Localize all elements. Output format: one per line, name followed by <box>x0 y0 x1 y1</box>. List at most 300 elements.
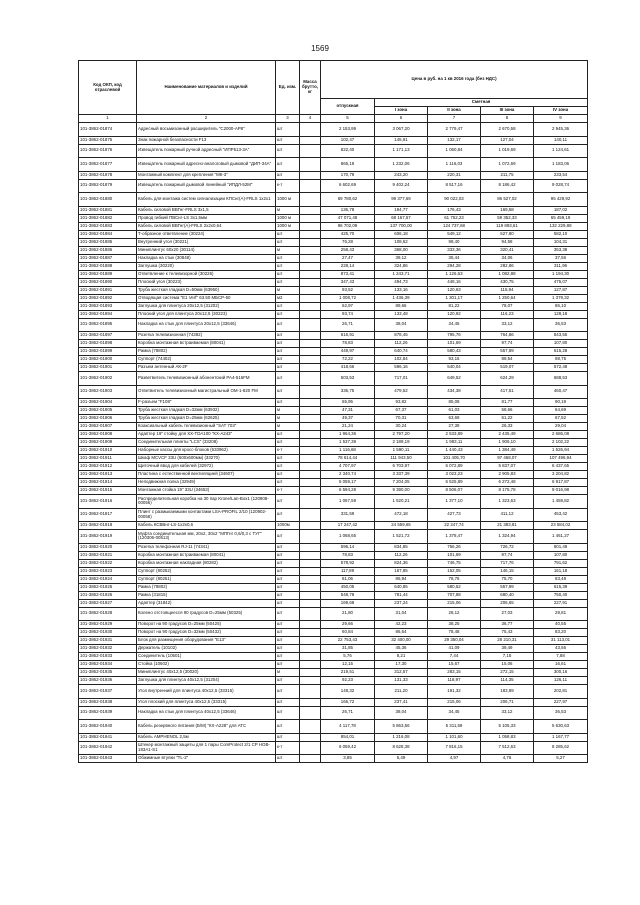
cell-release-price: 92,23 <box>321 677 375 685</box>
cell-zone-2-price: 580,43 <box>428 348 481 356</box>
cell-code: 101-3862-01877 <box>79 158 137 172</box>
cell-unit: шт <box>276 698 300 706</box>
header-zone-3: III зона <box>481 107 534 115</box>
cell-release-price: 72,22 <box>321 356 375 364</box>
cell-release-price: 12,15 <box>321 661 375 669</box>
cell-zone-3-price: 7,15 <box>481 653 534 661</box>
cell-release-price: 1 964,36 <box>321 431 375 439</box>
cell-code: 101-3862-01898 <box>79 340 137 348</box>
cell-release-price: 78,83 <box>321 551 375 559</box>
cell-zone-1-price: 17,30 <box>375 661 428 669</box>
cell-release-price: 336,75 <box>321 385 375 399</box>
cell-mass <box>300 230 321 238</box>
cell-zone-2-price: 98,40 <box>428 238 481 246</box>
cell-mass <box>300 144 321 158</box>
cell-name: Накладка на стык для плинтуса 20х12,5 (33646) <box>137 318 276 332</box>
cell-zone-1-price: 31,04 <box>375 607 428 621</box>
cell-unit: 1000 м <box>276 222 300 230</box>
cell-mass <box>300 599 321 607</box>
cell-zone-4-price: 353,38 <box>534 246 588 254</box>
table-row <box>79 551 588 559</box>
cell-mass <box>300 278 321 286</box>
cell-unit: к-т <box>276 179 300 193</box>
cell-zone-3-price: 4,76 <box>481 755 534 763</box>
cell-zone-3-price: 75,70 <box>481 575 534 583</box>
cell-unit: шт <box>276 123 300 137</box>
cell-zone-1-price: 5 863,56 <box>375 720 428 734</box>
cell-code: 101-3862-01935 <box>79 669 137 677</box>
cell-name: Наборные кассы для кросс-блоков (633962) <box>137 447 276 455</box>
cell-zone-2-price: 434,38 <box>428 385 481 399</box>
cell-zone-1-price: 1 436,39 <box>375 294 428 302</box>
cell-name: Суппорт (80251) <box>137 575 276 583</box>
cell-name: Поворот на 90 градусов D=25мм (50425) <box>137 621 276 629</box>
cell-release-price: 65,95 <box>321 399 375 407</box>
cell-zone-2-price: 191,32 <box>428 685 481 699</box>
table-row <box>79 158 588 172</box>
cell-zone-3-price: 75,43 <box>481 629 534 637</box>
cell-zone-2-price: 101,69 <box>428 551 481 559</box>
cell-name: Кабель для монтажа систем сигнализации КПСнг(А)-FRLS 1х2х1 <box>137 193 276 207</box>
cell-release-price: 47,31 <box>321 407 375 415</box>
cell-mass <box>300 575 321 583</box>
cell-zone-4-price: 475,07 <box>534 278 588 286</box>
cell-mass <box>300 487 321 495</box>
cell-zone-3-price: 717,76 <box>481 559 534 567</box>
cell-zone-4-price: 582,10 <box>534 230 588 238</box>
cell-zone-1-price: 7 204,05 <box>375 479 428 487</box>
cell-zone-3-price: 15,06 <box>481 661 534 669</box>
cell-code: 101-3862-01916 <box>79 495 137 509</box>
table-row <box>79 238 588 246</box>
cell-name: Заглушка (30220) <box>137 262 276 270</box>
cell-zone-2-price: 7 816,15 <box>428 741 481 755</box>
cell-zone-4-price: 31 113,01 <box>534 637 588 645</box>
cell-zone-2-price: 93,16 <box>428 356 481 364</box>
cell-release-price: 1 067,59 <box>321 495 375 509</box>
header-zone-1: I зона <box>375 107 428 115</box>
cell-name: Разветвитель телевизионный абонентский РА4-516FM <box>137 372 276 386</box>
cell-zone-1-price: 6 703,97 <box>375 463 428 471</box>
cell-zone-4-price: 107,80 <box>534 340 588 348</box>
cell-zone-4-price: 64,69 <box>534 407 588 415</box>
cell-zone-2-price: 101 405,70 <box>428 455 481 463</box>
cell-code: 101-3862-01875 <box>79 136 137 144</box>
cell-mass <box>300 439 321 447</box>
cell-zone-4-price: 67,52 <box>534 415 588 423</box>
cell-name: Извещатель пожарный адресно-аналоговый дымовой "ДИП-34А" <box>137 158 276 172</box>
cell-mass <box>300 621 321 629</box>
cell-mass <box>300 364 321 372</box>
cell-unit: 1000 м <box>276 214 300 222</box>
cell-release-price: 4 707,97 <box>321 463 375 471</box>
cell-zone-4-price: 65 459,19 <box>534 214 588 222</box>
cell-zone-3-price: 1 323,63 <box>481 495 534 509</box>
cell-unit: шт <box>276 364 300 372</box>
cell-unit: шт <box>276 661 300 669</box>
cell-mass <box>300 637 321 645</box>
cell-name: Суппорт (80252) <box>137 567 276 575</box>
cell-zone-2-price: 27,39 <box>428 423 481 431</box>
cell-zone-3-price: 169,58 <box>481 206 534 214</box>
cell-name: Т-образное ответвление (30224) <box>137 230 276 238</box>
cell-zone-1-price: 39,12 <box>375 254 428 262</box>
table-row <box>79 254 588 262</box>
cell-mass <box>300 495 321 509</box>
cell-mass <box>300 698 321 706</box>
cell-release-price: 450,05 <box>321 583 375 591</box>
cell-release-price: 102,47 <box>321 136 375 144</box>
cell-mass <box>300 262 321 270</box>
cell-mass <box>300 123 321 137</box>
cell-zone-3-price: 272,15 <box>481 669 534 677</box>
cell-zone-2-price: 549,12 <box>428 230 481 238</box>
table-row <box>79 332 588 340</box>
cell-zone-2-price: 1 378,47 <box>428 530 481 544</box>
cell-mass <box>300 407 321 415</box>
cell-zone-3-price: 21 383,81 <box>481 522 534 530</box>
cell-zone-1-price: 2 797,20 <box>375 431 428 439</box>
cell-name: Розетка телефонная RJ-11 (74341) <box>137 543 276 551</box>
cell-name: Муфта соединительная мм, 20х2, 30х2 "МПГнг 0,6/0,3 с ТУГ" (120306-00513) <box>137 530 276 544</box>
cell-name: Угол плоский для плинтуса 40х12,5 (33315) <box>137 698 276 706</box>
table-row <box>79 372 588 386</box>
table-row <box>79 214 588 222</box>
cell-unit: шт <box>276 431 300 439</box>
table-row <box>79 567 588 575</box>
cell-release-price: 21,24 <box>321 423 375 431</box>
cell-zone-3-price: 59 352,33 <box>481 214 534 222</box>
cell-zone-1-price: 324,86 <box>375 262 428 270</box>
cell-zone-2-price: 2 533,89 <box>428 431 481 439</box>
cell-code: 101-3862-01905 <box>79 407 137 415</box>
cell-zone-4-price: 453,42 <box>534 508 588 522</box>
cell-zone-3-price: 97,74 <box>481 340 534 348</box>
cell-name: Кабель КСВВнг-LS-1х2х0,6 <box>137 522 276 530</box>
cell-zone-3-price: 114,35 <box>481 677 534 685</box>
cell-zone-1-price: 112,26 <box>375 340 428 348</box>
table-row <box>79 302 588 310</box>
cell-release-price: 6 594,28 <box>321 487 375 495</box>
cell-name: Блок для размещения оборудования "Е13" <box>137 637 276 645</box>
cell-code: 101-3862-01937 <box>79 685 137 699</box>
column-index: 5 <box>321 115 375 123</box>
cell-name: Кабель AMPHENOL 2,5м <box>137 733 276 741</box>
cell-zone-3-price: 146,15 <box>481 567 534 575</box>
cell-zone-4-price: 615,39 <box>534 583 588 591</box>
cell-zone-1-price: 1 521,72 <box>375 530 428 544</box>
table-row <box>79 741 588 755</box>
cell-unit: шт <box>276 136 300 144</box>
cell-zone-4-price: 5 630,63 <box>534 720 588 734</box>
column-index: 8 <box>481 115 534 123</box>
cell-name: Соединительная плинты "LCS" (33208) <box>137 439 276 447</box>
cell-unit: шт <box>276 645 300 653</box>
cell-release-price: 1 116,68 <box>321 447 375 455</box>
cell-zone-2-price: 448,16 <box>428 278 481 286</box>
cell-zone-4-price: 107 496,94 <box>534 455 588 463</box>
cell-name: Извещатель пожарный дымовой линейный "ИПДЛ-52М" <box>137 179 276 193</box>
cell-code: 101-3862-01934 <box>79 661 137 669</box>
cell-name: Розетка телевизионная (74382) <box>137 332 276 340</box>
cell-zone-3-price: 206,65 <box>481 599 534 607</box>
cell-code: 101-3862-01881 <box>79 206 137 214</box>
cell-zone-2-price: 118,97 <box>428 677 481 685</box>
cell-release-price: 822,40 <box>321 144 375 158</box>
cell-zone-2-price: 540,04 <box>428 364 481 372</box>
cell-mass <box>300 720 321 734</box>
table-row <box>79 348 588 356</box>
table-row <box>79 310 588 318</box>
cell-name: Штекер монтажный защиты для 1 пары ComProtect 2/1 CP HOB-183A1-S1 <box>137 741 276 755</box>
table-row <box>79 407 588 415</box>
cell-release-price: 69 780,62 <box>321 193 375 207</box>
cell-zone-1-price: 68 167,57 <box>375 214 428 222</box>
cell-zone-3-price: 61,22 <box>481 415 534 423</box>
cell-release-price: 21,80 <box>321 607 375 621</box>
cell-zone-1-price: 108,62 <box>375 238 428 246</box>
cell-zone-4-price: 460,47 <box>534 385 588 399</box>
cell-zone-1-price: 1 590,11 <box>375 447 428 455</box>
cell-unit: шт <box>276 340 300 348</box>
cell-zone-4-price: 227,91 <box>534 599 588 607</box>
cell-mass <box>300 302 321 310</box>
cell-unit: шт <box>276 455 300 463</box>
cell-zone-1-price: 145,91 <box>375 136 428 144</box>
table-row <box>79 463 588 471</box>
header-release: отпускная <box>321 99 375 115</box>
cell-code: 101-3862-01892 <box>79 294 137 302</box>
cell-mass <box>300 583 321 591</box>
cell-zone-3-price: 127,04 <box>481 136 534 144</box>
cell-release-price: 62,97 <box>321 302 375 310</box>
cell-zone-2-price: 41,09 <box>428 645 481 653</box>
table-row <box>79 340 588 348</box>
cell-zone-3-price: 430,75 <box>481 278 534 286</box>
cell-zone-1-price: 834,85 <box>375 543 428 551</box>
cell-zone-3-price: 94,58 <box>481 238 534 246</box>
cell-release-price: 6 059,42 <box>321 741 375 755</box>
cell-unit: шт <box>276 621 300 629</box>
cell-zone-1-price: 102,84 <box>375 356 428 364</box>
cell-code: 101-3862-01917 <box>79 508 137 522</box>
cell-mass <box>300 677 321 685</box>
table-row <box>79 262 588 270</box>
page-number: 1569 <box>311 44 329 53</box>
cell-zone-2-price: 294,28 <box>428 262 481 270</box>
cell-unit: шт <box>276 144 300 158</box>
cell-code: 101-3862-01904 <box>79 399 137 407</box>
cell-zone-2-price: 1 116,03 <box>428 158 481 172</box>
cell-zone-2-price: 333,36 <box>428 246 481 254</box>
cell-mass <box>300 214 321 222</box>
cell-zone-3-price: 680,40 <box>481 591 534 599</box>
cell-name: Монтажный комплект для крепления "МК-3" <box>137 171 276 179</box>
cell-mass <box>300 423 321 431</box>
cell-code: 101-3862-01942 <box>79 741 137 755</box>
cell-zone-2-price: 132,17 <box>428 136 481 144</box>
table-row <box>79 607 588 621</box>
cell-zone-3-price: 26,33 <box>481 423 534 431</box>
cell-zone-3-price: 7 512,63 <box>481 741 534 755</box>
cell-zone-2-price: 34,45 <box>428 318 481 332</box>
table-row <box>79 423 588 431</box>
cell-unit: м <box>276 286 300 294</box>
cell-zone-3-price: 58,66 <box>481 407 534 415</box>
cell-code: 101-3862-01924 <box>79 575 137 583</box>
cell-code: 101-3862-01910 <box>79 447 137 455</box>
cell-code: 101-3862-01888 <box>79 262 137 270</box>
cell-zone-3-price: 2 435,49 <box>481 431 534 439</box>
cell-unit: шт <box>276 567 300 575</box>
cell-zone-1-price: 112,26 <box>375 551 428 559</box>
cell-zone-2-price: 756,26 <box>428 543 481 551</box>
cell-zone-2-price: 6 072,89 <box>428 463 481 471</box>
table-row <box>79 637 588 645</box>
cell-unit: к-т <box>276 447 300 455</box>
cell-unit: шт <box>276 591 300 599</box>
header-code: Код ОКП, код отраслевой <box>79 61 137 115</box>
cell-unit: м <box>276 407 300 415</box>
cell-code: 101-3862-01921 <box>79 551 137 559</box>
cell-zone-2-price: 35,44 <box>428 254 481 262</box>
cell-code: 101-3862-01893 <box>79 302 137 310</box>
cell-release-price: 865,19 <box>321 158 375 172</box>
cell-name: Разъем антенный АК-2F <box>137 364 276 372</box>
cell-code: 101-3862-01936 <box>79 677 137 685</box>
cell-mass <box>300 332 321 340</box>
cell-unit: шт <box>276 575 300 583</box>
cell-unit: 1000м <box>276 522 300 530</box>
cell-mass <box>300 348 321 356</box>
table-row <box>79 591 588 599</box>
cell-unit: шт <box>276 677 300 685</box>
cell-zone-4-price: 7,88 <box>534 653 588 661</box>
cell-mass <box>300 415 321 423</box>
cell-zone-3-price: 116,23 <box>481 310 534 318</box>
cell-zone-3-price: 86 527,02 <box>481 193 534 207</box>
cell-zone-1-price: 243,20 <box>375 171 428 179</box>
cell-code: 101-3862-01941 <box>79 733 137 741</box>
cell-name: F-разъем "F108" <box>137 399 276 407</box>
cell-zone-4-price: 1 124,61 <box>534 144 588 158</box>
cell-release-price: 61,06 <box>321 575 375 583</box>
cell-code: 101-3862-01885 <box>79 238 137 246</box>
cell-unit: м2 <box>276 294 300 302</box>
cell-zone-2-price: 2 779,47 <box>428 123 481 137</box>
cell-zone-1-price: 5,49 <box>375 755 428 763</box>
cell-zone-4-price: 83,20 <box>534 629 588 637</box>
cell-zone-1-price: 1 232,06 <box>375 158 428 172</box>
cell-unit: шт <box>276 372 300 386</box>
cell-release-price: 78 614,44 <box>321 455 375 463</box>
cell-name: Провод гибкий ПВСнг-LS 3х1,5мм <box>137 214 276 222</box>
cell-mass <box>300 340 321 348</box>
cell-release-price: 169,68 <box>321 599 375 607</box>
cell-code: 101-3862-01886 <box>79 246 137 254</box>
cell-zone-3-price: 81,77 <box>481 399 534 407</box>
cell-zone-3-price: 1 072,69 <box>481 158 534 172</box>
cell-release-price: 616,91 <box>321 332 375 340</box>
cell-release-price: 4 117,78 <box>321 720 375 734</box>
cell-mass <box>300 567 321 575</box>
cell-name: Угол внутренний для плинтуса 40х12,5 (33315) <box>137 685 276 699</box>
cell-zone-2-price: 152,05 <box>428 567 481 575</box>
cell-name: Заглушка для плинтуса 40х12,5 (31204) <box>137 677 276 685</box>
table-row <box>79 669 588 677</box>
cell-code: 101-3862-01927 <box>79 599 137 607</box>
cell-code: 101-3862-01883 <box>79 222 137 230</box>
cell-mass <box>300 685 321 699</box>
table-row <box>79 294 588 302</box>
table-row <box>79 136 588 144</box>
cell-zone-4-price: 688,53 <box>534 372 588 386</box>
table-row <box>79 364 588 372</box>
cell-name: Рамка (78802) <box>137 348 276 356</box>
cell-unit: шт <box>276 607 300 621</box>
cell-mass <box>300 455 321 463</box>
cell-name: Ответвитель телевизионный магистральный ОМ-1-820 FM <box>137 385 276 399</box>
cell-zone-1-price: 472,18 <box>375 508 428 522</box>
table-row <box>79 415 588 423</box>
cell-mass <box>300 222 321 230</box>
cell-release-price: 47 071,48 <box>321 214 375 222</box>
cell-zone-1-price: 70,31 <box>375 415 428 423</box>
cell-release-price: 60,84 <box>321 629 375 637</box>
table-row <box>79 559 588 567</box>
cell-zone-4-price: 16,61 <box>534 661 588 669</box>
cell-zone-1-price: 30,24 <box>375 423 428 431</box>
cell-name: Плоский угол для плинтуса 20х12,5 (30223) <box>137 310 276 318</box>
cell-name: Миниплинтус 60х20 (30114) <box>137 246 276 254</box>
cell-mass <box>300 645 321 653</box>
cell-code: 101-3862-01943 <box>79 755 137 763</box>
cell-code: 101-3862-01902 <box>79 372 137 386</box>
header-mass: Масса брутто, кг <box>300 61 321 115</box>
cell-zone-1-price: 1 171,13 <box>375 144 428 158</box>
cell-zone-2-price: 215,06 <box>428 698 481 706</box>
cell-code: 101-3862-01922 <box>79 559 137 567</box>
price-table <box>78 60 588 763</box>
cell-zone-2-price: 1 377,10 <box>428 495 481 509</box>
cell-mass <box>300 171 321 179</box>
cell-unit: шт <box>276 278 300 286</box>
table-row <box>79 677 588 685</box>
header-price-title: Цена в руб. на 1 кв 2016 года (без НДС) <box>321 61 588 99</box>
cell-unit: шт <box>276 479 300 487</box>
cell-code: 101-3862-01900 <box>79 356 137 364</box>
cell-release-price: 258,43 <box>321 246 375 254</box>
cell-zone-2-price: 220,31 <box>428 171 481 179</box>
cell-release-price: 29,66 <box>321 621 375 629</box>
cell-zone-4-price: 750,40 <box>534 591 588 599</box>
cell-zone-4-price: 300,16 <box>534 669 588 677</box>
cell-unit: шт <box>276 755 300 763</box>
cell-zone-3-price: 8 175,78 <box>481 487 534 495</box>
cell-release-price: 76,28 <box>321 238 375 246</box>
cell-zone-1-price: 67,37 <box>375 407 428 415</box>
cell-name: Коробка монтажная встраиваемая (80041) <box>137 340 276 348</box>
cell-unit: м <box>276 669 300 677</box>
cell-zone-3-price: 27,03 <box>481 607 534 621</box>
cell-mass <box>300 530 321 544</box>
cell-zone-1-price: 1 520,21 <box>375 495 428 509</box>
cell-release-price: 5 059,17 <box>321 479 375 487</box>
cell-zone-1-price: 3 067,20 <box>375 123 428 137</box>
cell-unit: шт <box>276 399 300 407</box>
cell-zone-2-price: 5 311,59 <box>428 720 481 734</box>
cell-zone-3-price: 8 186,42 <box>481 179 534 193</box>
